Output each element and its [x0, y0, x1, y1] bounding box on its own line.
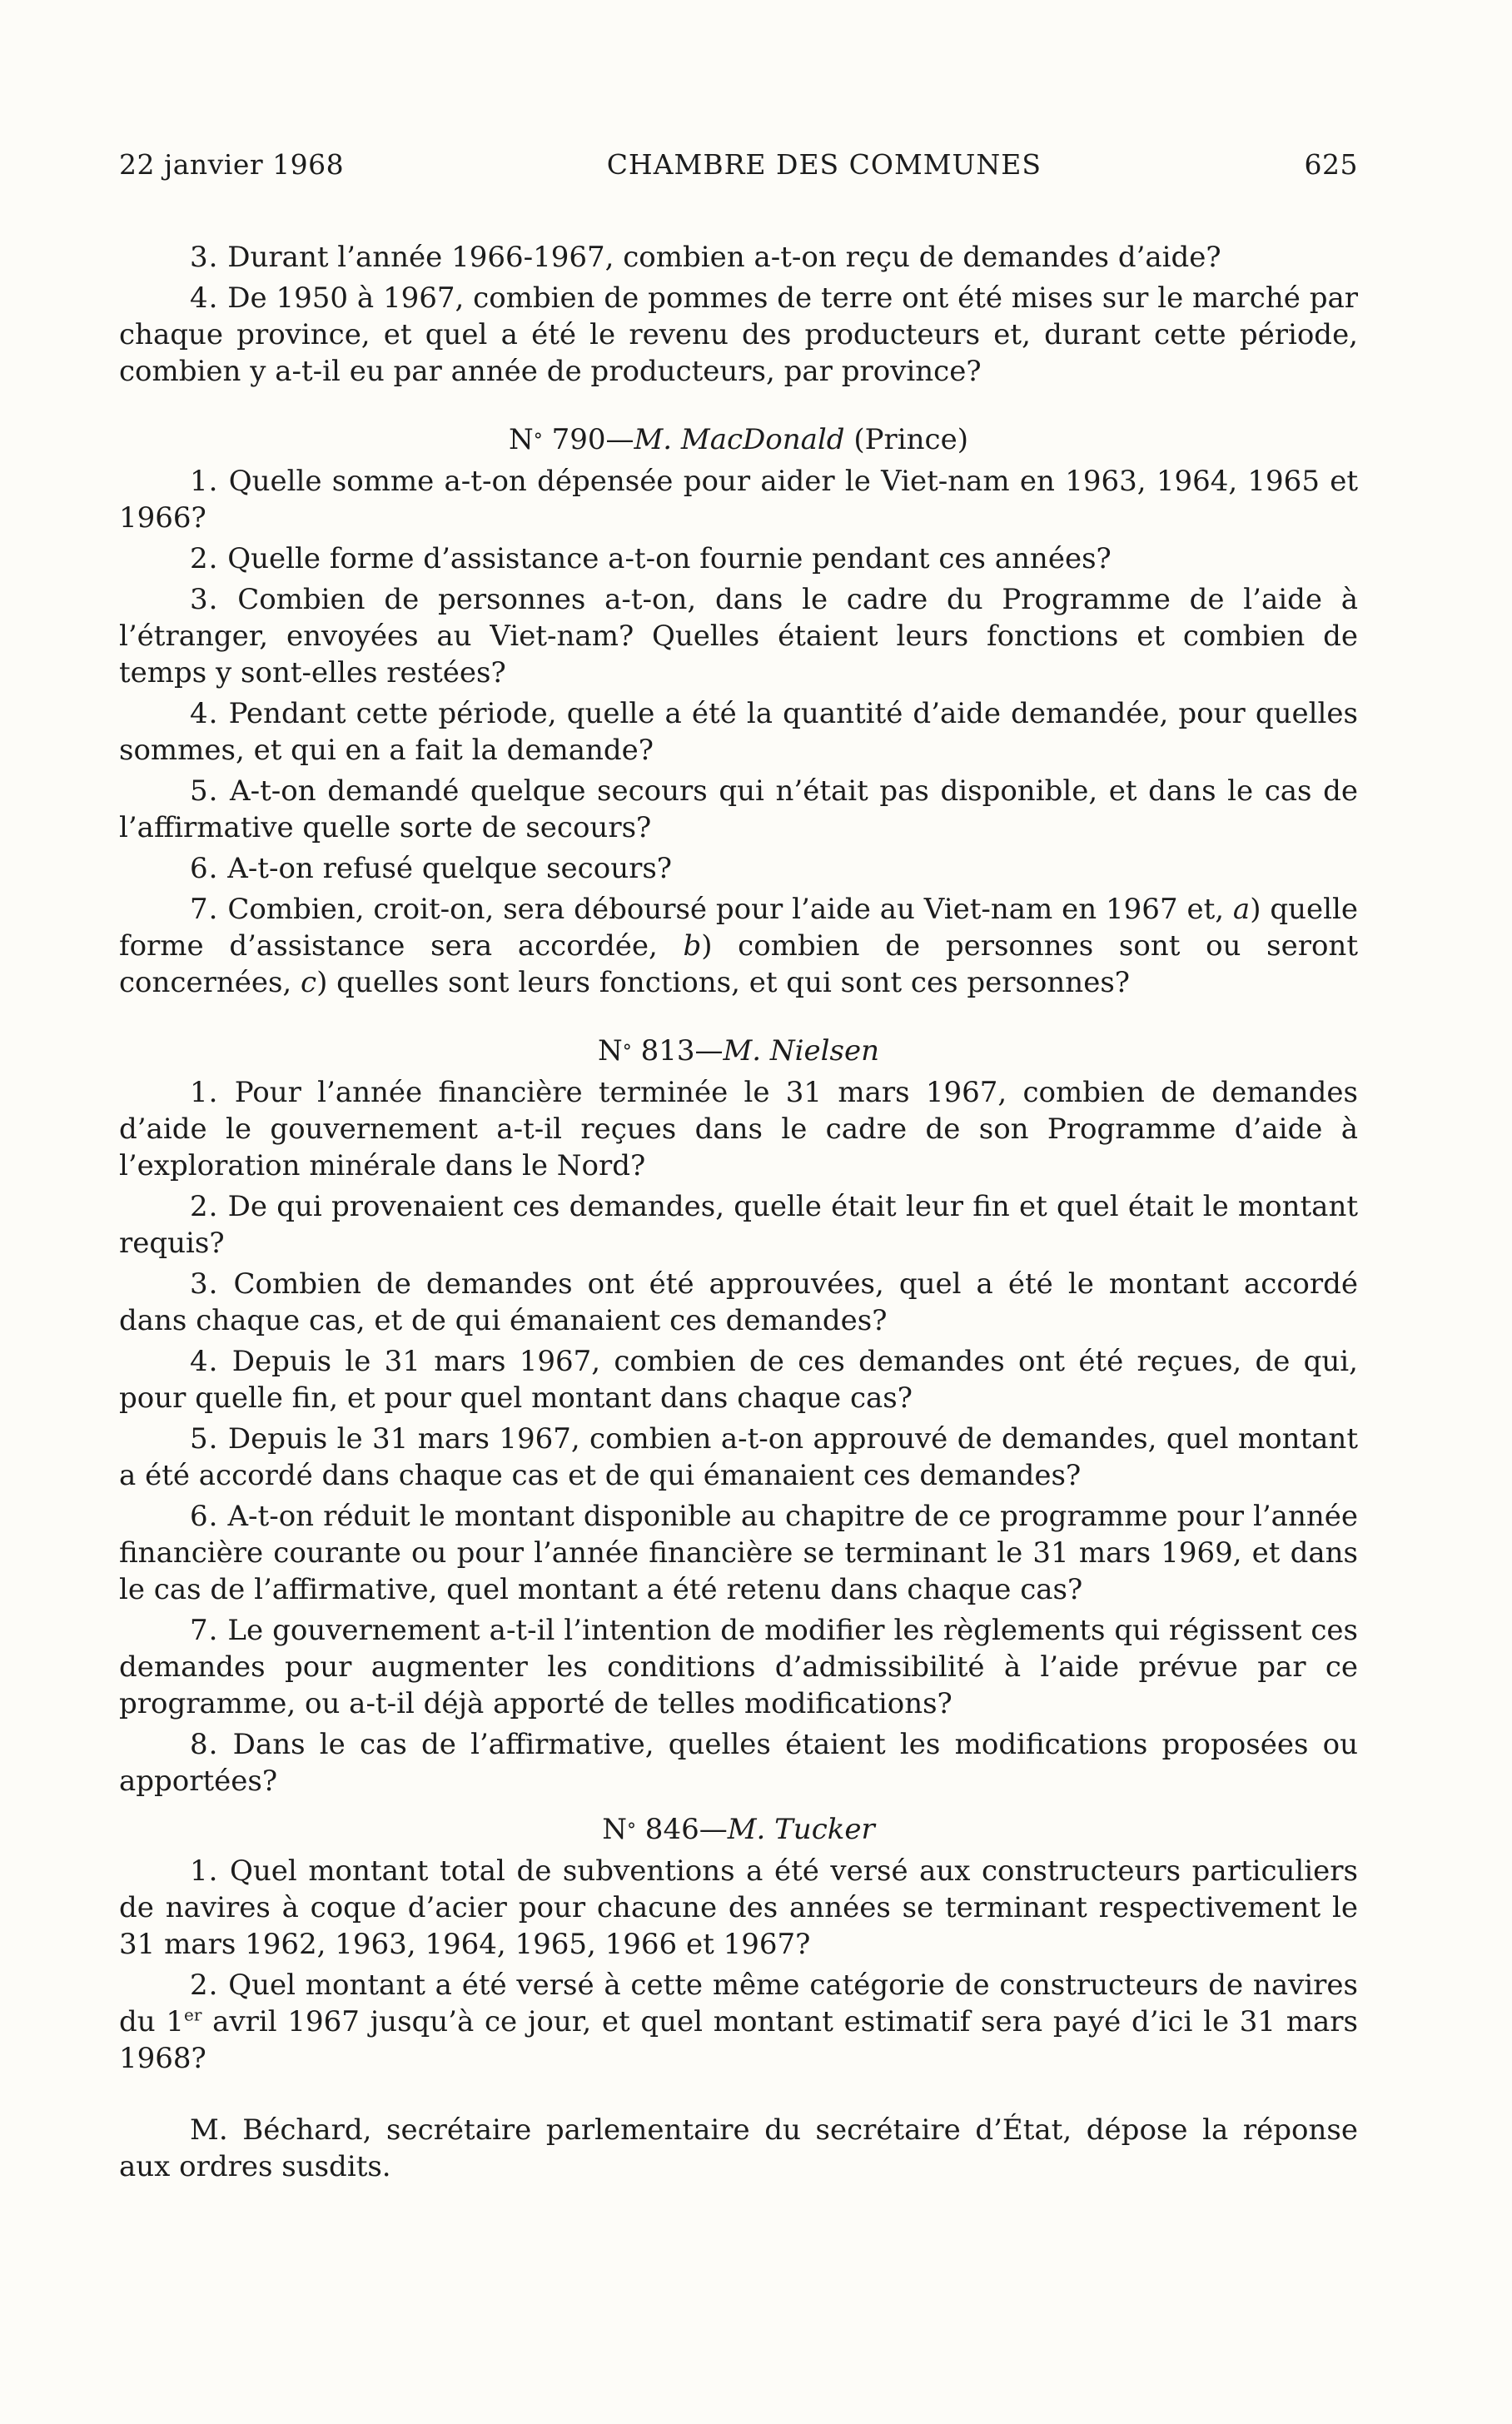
question-number: 4. — [190, 281, 219, 315]
member-name: M. Tucker — [727, 1813, 875, 1846]
question-813-1: 1. Pour l’année financière terminée le 31 mars 1967, combien de demandes d’aide le gouvernement a-t-il reçues dans le cadre de son Programme d’aide à l’exploration minérale dans le Nord? — [119, 1076, 1358, 1182]
question-846-2: 2. Quel montant a été versé à cette même catégorie de constructeurs de navires du 1er avril 1967 jusqu’à ce jour, et quel montant estimatif sera payé d’ici le 31 mars 1968? — [119, 1969, 1358, 2075]
question-4 — [119, 280, 1358, 390]
question-3 — [119, 239, 1358, 276]
question-813-5: 5. Depuis le 31 mars 1967, combien a-t-on approuvé de demandes, quel montant a été accordé dans chaque cas et de qui émanaient ces demandes? — [119, 1422, 1358, 1492]
question-790-1: 1. Quelle somme a-t-on dépensée pour aider le Viet-nam en 1963, 1964, 1965 et 1966? — [119, 465, 1358, 535]
member-name: M. MacDonald — [634, 423, 845, 456]
section-heading-790: N° 790—M. MacDonald (Prince) — [509, 423, 968, 456]
question-813-2: 2. De qui provenaient ces demandes, quelle était leur fin et quel était le montant requis? — [119, 1190, 1358, 1260]
question-790-5: 5. A-t-on demandé quelque secours qui n’était pas disponible, et dans le cas de l’affirmative quelle sorte de secours? — [119, 774, 1358, 844]
question-813-6: 6. A-t-on réduit le montant disponible au chapitre de ce programme pour l’année financière courante ou pour l’année financière se terminant le 31 mars 1969, et dans le cas de l’affirmative, quel montant a été retenu dans chaque cas? — [119, 1500, 1358, 1606]
header-page-number: 625 — [1304, 148, 1358, 181]
closing-statement: M. Béchard, secrétaire parlementaire du secrétaire d’État, dépose la réponse aux ordres susdits. — [119, 2113, 1358, 2183]
question-790-3: 3. Combien de personnes a-t-on, dans le cadre du Programme de l’aide à l’étranger, envoyées au Viet-nam? Quelles étaient leurs fonctions et combien de temps y sont-elles restées? — [119, 583, 1358, 689]
question-813-3: 3. Combien de demandes ont été approuvées, quel a été le montant accordé dans chaque cas, et de qui émanaient ces demandes? — [119, 1267, 1358, 1337]
question-text: Durant l’année 1966-1967, combien a-t-on reçu de demandes d’aide? — [218, 241, 1221, 274]
question-790-2: 2. Quelle forme d’assistance a-t-on fournie pendant ces années? — [190, 542, 1112, 575]
question-846-1: 1. Quel montant total de subventions a été versé aux constructeurs particuliers de navires à coque d’acier pour chacune des années se terminant respectivement le 31 mars 1962, 1963, 1964, 1965, 1966 et 1967? — [119, 1854, 1358, 1961]
question-813-7: 7. Le gouvernement a-t-il l’intention de modifier les règlements qui régissent ces demandes pour augmenter les conditions d’admissibilité à l’aide prévue par ce programme, ou a-t-il déjà apporté de telles modifications? — [119, 1614, 1358, 1720]
question-813-4: 4. Depuis le 31 mars 1967, combien de ces demandes ont été reçues, de qui, pour quelle fin, et pour quel montant dans chaque cas? — [119, 1345, 1358, 1415]
section-heading-813: N° 813—M. Nielsen — [598, 1034, 879, 1068]
header-title: CHAMBRE DES COMMUNES — [606, 148, 1042, 181]
question-790-7: 7. Combien, croit-on, sera déboursé pour l’aide au Viet-nam en 1967 et, a) quelle forme d’assistance sera accordée, b) combien de personnes sont ou seront concernées, c) quelles sont leurs fonctions, et qui sont ces personnes? — [119, 893, 1358, 999]
question-790-6: 6. A-t-on refusé quelque secours? — [190, 852, 673, 885]
section-heading-846: N° 846—M. Tucker — [602, 1813, 875, 1846]
member-name: M. Nielsen — [723, 1034, 879, 1068]
running-header — [119, 148, 1358, 181]
question-number: 3. — [190, 241, 219, 274]
header-date: 22 janvier 1968 — [119, 148, 345, 181]
question-813-8: 8. Dans le cas de l’affirmative, quelles étaient les modifications proposées ou apportées? — [119, 1728, 1358, 1798]
question-text: De 1950 à 1967, combien de pommes de terre ont été mises sur le marché par chaque province, et quel a été le revenu des producteurs et, durant cette période, combien y a-t-il eu par année de producteurs, par province? — [119, 281, 1358, 388]
question-790-4: 4. Pendant cette période, quelle a été la quantité d’aide demandée, pour quelles sommes, et qui en a fait la demande? — [119, 697, 1358, 767]
